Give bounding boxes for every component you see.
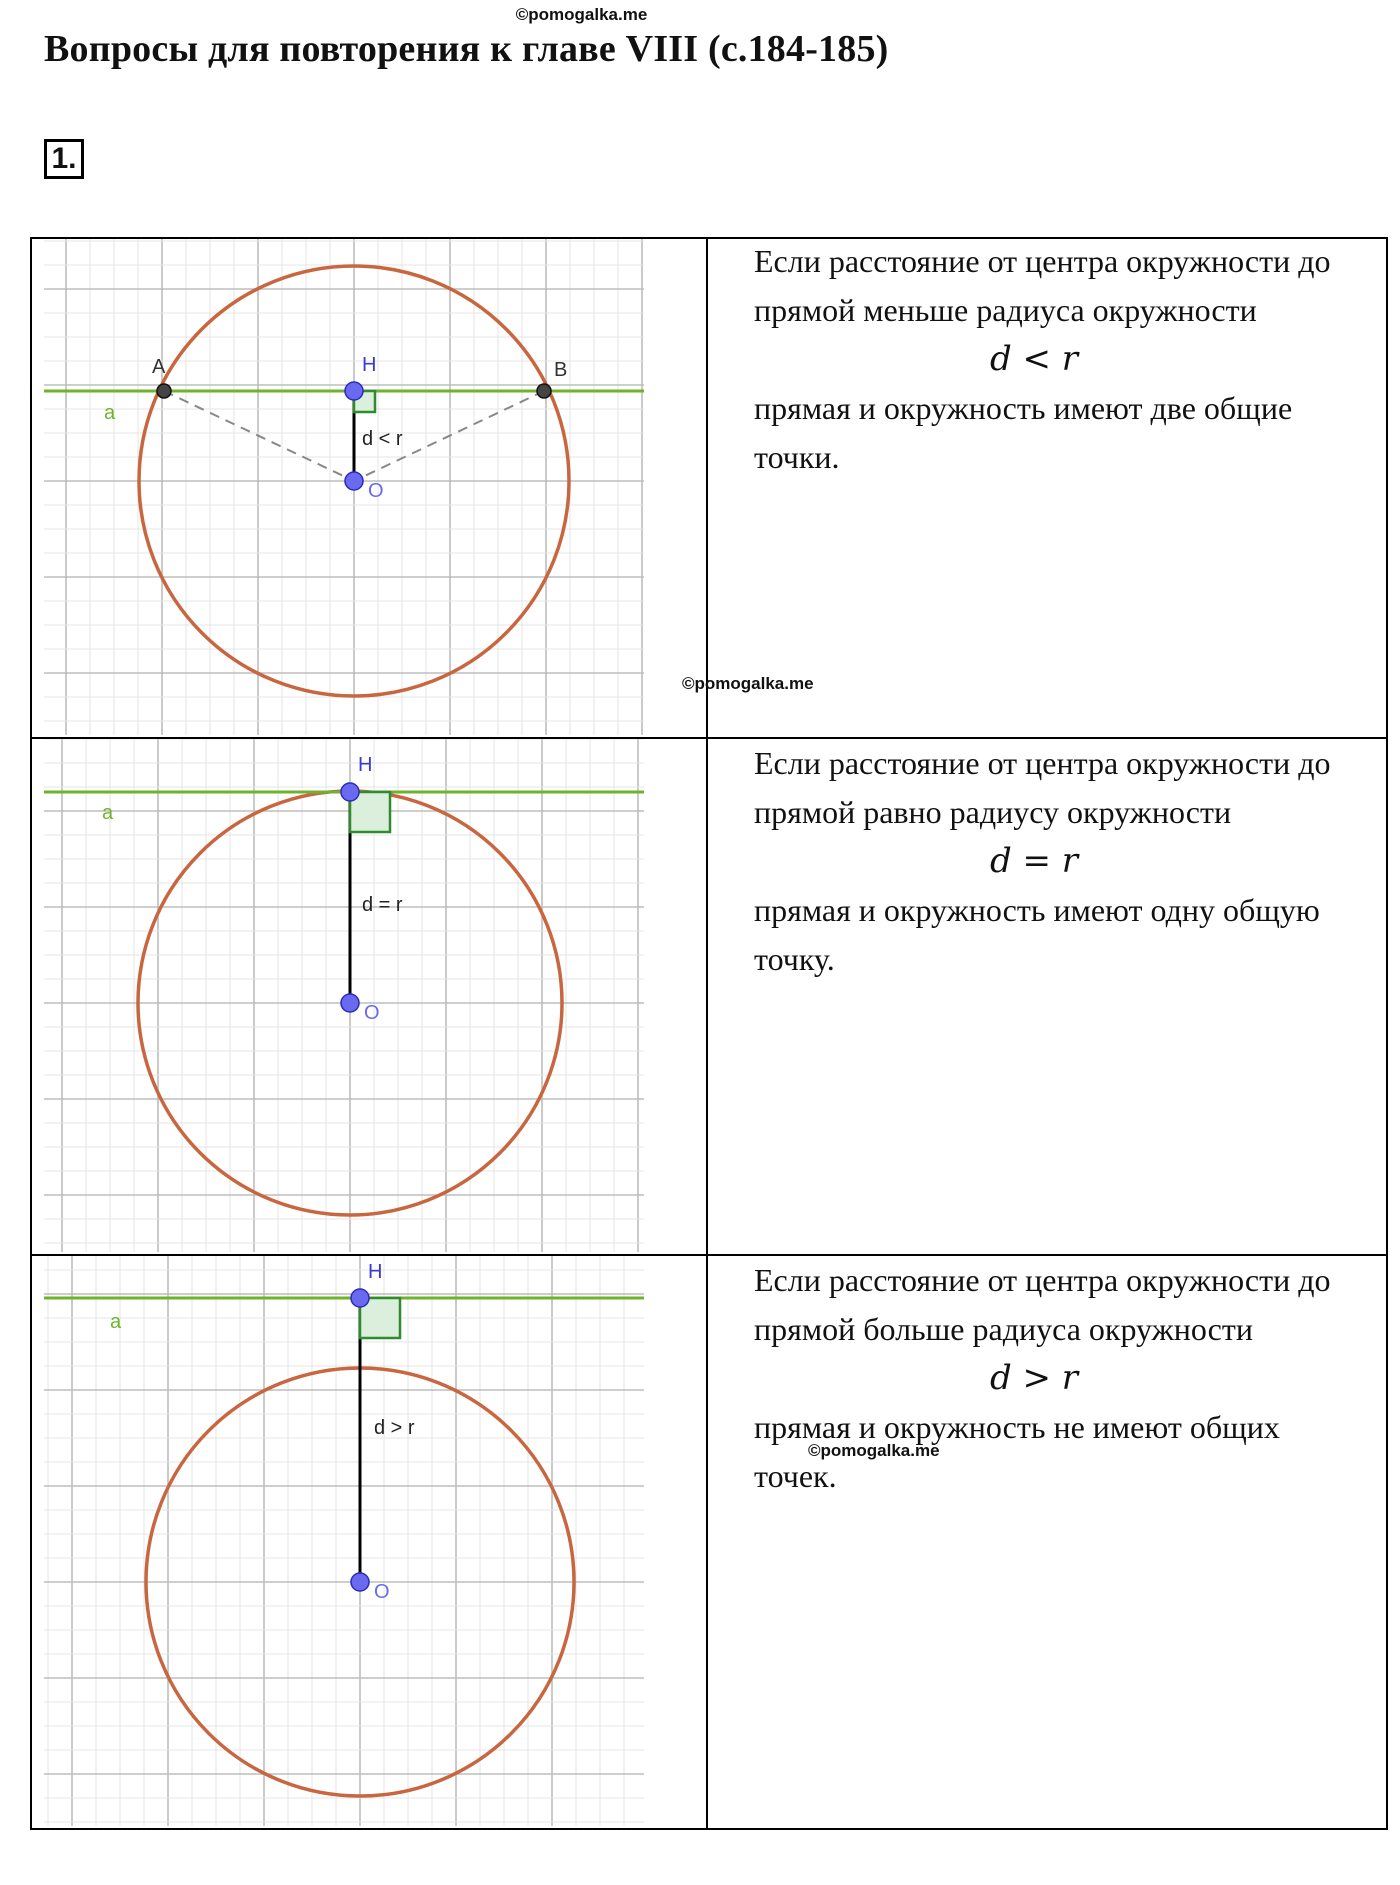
label-point-a: A (152, 356, 166, 378)
row-2-text (754, 739, 1394, 984)
point-h (345, 382, 363, 400)
figure-no-intersection (44, 1256, 644, 1826)
label-point-h: H (358, 754, 373, 776)
condition-line-2: прямой меньше радиуса окружности (754, 292, 1257, 328)
point-a (157, 384, 171, 398)
label-line-a: a (102, 802, 114, 824)
point-b (537, 384, 551, 398)
label-point-b: B (554, 359, 568, 381)
point-o (345, 472, 363, 490)
formula: d = r (989, 841, 1079, 881)
label-segment: d > r (374, 1417, 415, 1439)
label-line-a: a (110, 1311, 122, 1333)
condition-line-2: прямой больше радиуса окружности (754, 1311, 1253, 1347)
label-segment: d < r (362, 428, 403, 450)
page-title: Вопросы для повторения к главе VIII (с.184-185) (44, 28, 889, 70)
figure-tangent (44, 739, 644, 1252)
comparison-table (30, 237, 1388, 1830)
result-line-2: точек. (754, 1458, 837, 1494)
label-point-o: O (368, 480, 384, 502)
point-o (351, 1573, 369, 1591)
condition-line-2: прямой равно радиусу окружности (754, 794, 1232, 830)
label-segment: d = r (362, 894, 403, 916)
label-point-o: O (364, 1002, 380, 1024)
watermark-top: ©pomogalka.me (515, 5, 648, 24)
table-bottom-border (30, 1828, 1388, 1830)
label-line-a: a (104, 402, 116, 424)
formula: d < r (989, 339, 1079, 379)
result-line-2: точку. (754, 941, 835, 977)
row-3-text (754, 1256, 1394, 1501)
label-point-o: O (374, 1581, 390, 1603)
label-point-h: H (362, 354, 377, 376)
point-o (341, 994, 359, 1012)
condition-line-1: Если расстояние от центра окружности до (754, 1262, 1331, 1298)
condition-line-1: Если расстояние от центра окружности до (754, 243, 1331, 279)
grid (44, 239, 644, 735)
grid (44, 1256, 644, 1826)
result-line-1: прямая и окружность не имеют общих (754, 1409, 1280, 1445)
condition-line-1: Если расстояние от центра окружности до (754, 745, 1331, 781)
watermark-middle-1: ©pomogalka.me (682, 674, 814, 693)
table-left-border (30, 237, 32, 1830)
result-line-1: прямая и окружность имеют две общие (754, 390, 1293, 426)
segment-oa (164, 391, 354, 481)
question-number-box: 1. (44, 139, 84, 179)
point-h (341, 783, 359, 801)
result-line-1: прямая и окружность имеют одну общую (754, 892, 1320, 928)
table-column-divider (706, 237, 708, 1830)
label-point-h: H (368, 1261, 383, 1283)
figure-two-intersections (44, 239, 644, 735)
point-h (351, 1289, 369, 1307)
row-1-text (754, 237, 1394, 482)
result-line-2: точки. (754, 439, 840, 475)
formula: d > r (989, 1358, 1079, 1398)
watermark-middle-2: ©pomogalka.me (808, 1441, 940, 1460)
